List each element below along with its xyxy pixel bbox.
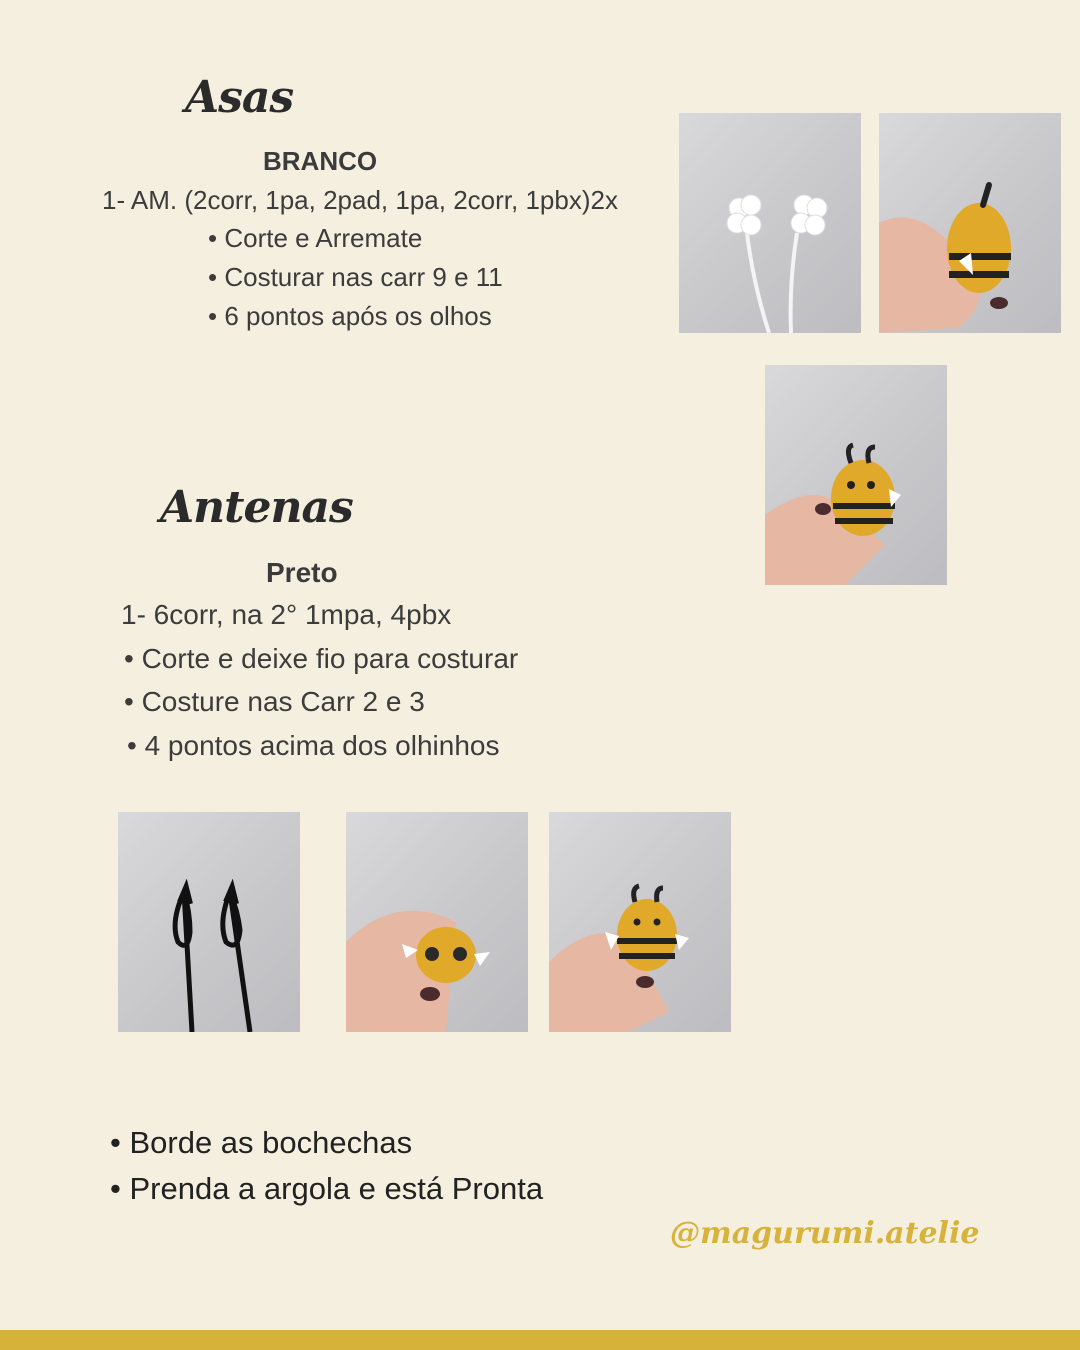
- instagram-handle: @magurumi.atelie: [670, 1216, 980, 1251]
- antenas-instruction: 1- 6corr, na 2° 1mpa, 4pbx: [121, 599, 452, 630]
- asas-bullet-2: • Costurar nas carr 9 e 11: [208, 262, 503, 292]
- final-bullet-1: • Borde as bochechas: [110, 1125, 413, 1160]
- photo-bee-front: [765, 365, 947, 585]
- asas-instruction: 1- AM. (2corr, 1pa, 2pad, 1pa, 2corr, 1pbx)2x: [102, 185, 618, 215]
- antenas-bullet-2: • Costure nas Carr 2 e 3: [124, 686, 425, 717]
- asas-bullet-1: • Corte e Arremate: [208, 223, 423, 253]
- asas-color-label: BRANCO: [263, 146, 378, 176]
- photo-bee-finished: [549, 812, 731, 1032]
- antenas-bullet-1: • Corte e deixe fio para costurar: [124, 643, 519, 674]
- asas-bullet-3: • 6 pontos após os olhos: [208, 301, 492, 331]
- photo-bee-side: [879, 113, 1061, 333]
- photo-antenna-cords: [118, 812, 300, 1032]
- footer-accent-bar: [0, 1330, 1080, 1350]
- final-bullet-2: • Prenda a argola e está Pronta: [110, 1171, 544, 1206]
- asas-title: Asas: [185, 72, 294, 123]
- antenas-color-label: Preto: [266, 557, 338, 588]
- photo-bee-cheeks: [346, 812, 528, 1032]
- photo-white-wings: [679, 113, 861, 333]
- wings-illustration: [679, 113, 861, 333]
- antenas-title: Antenas: [160, 482, 353, 533]
- antenas-bullet-3: • 4 pontos acima dos olhinhos: [127, 730, 500, 761]
